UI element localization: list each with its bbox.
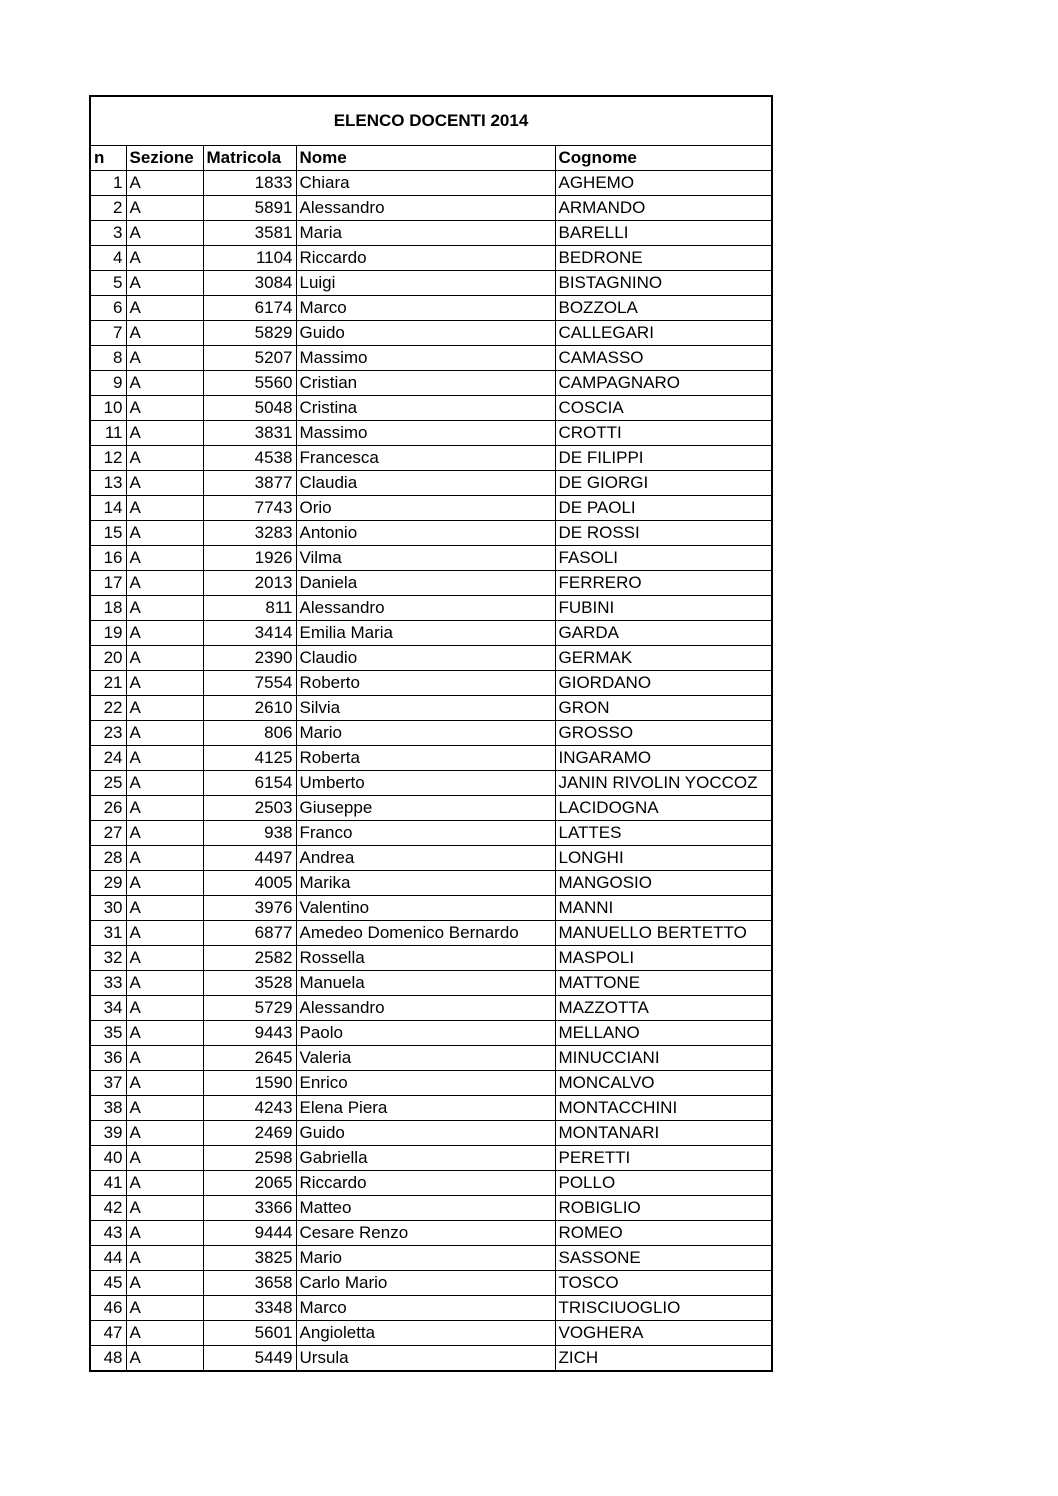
cell-sezione: A	[126, 221, 203, 246]
cell-nome: Marco	[296, 296, 555, 321]
table-row	[90, 846, 772, 871]
cell-n: 13	[90, 471, 126, 496]
cell-sezione: A	[126, 1221, 203, 1246]
cell-cognome: DE ROSSI	[555, 521, 772, 546]
cell-sezione: A	[126, 996, 203, 1021]
cell-matricola: 5729	[203, 996, 296, 1021]
cell-cognome: MANGOSIO	[555, 871, 772, 896]
column-header-n: n	[90, 146, 126, 171]
cell-cognome: POLLO	[555, 1171, 772, 1196]
cell-sezione: A	[126, 796, 203, 821]
cell-n: 45	[90, 1271, 126, 1296]
cell-cognome: GROSSO	[555, 721, 772, 746]
cell-nome: Massimo	[296, 346, 555, 371]
cell-cognome: FUBINI	[555, 596, 772, 621]
cell-cognome: COSCIA	[555, 396, 772, 421]
cell-cognome: DE GIORGI	[555, 471, 772, 496]
table-row	[90, 1271, 772, 1296]
cell-n: 7	[90, 321, 126, 346]
table-row	[90, 1246, 772, 1271]
table-row	[90, 421, 772, 446]
cell-cognome: MELLANO	[555, 1021, 772, 1046]
cell-sezione: A	[126, 846, 203, 871]
table-row	[90, 746, 772, 771]
cell-n: 19	[90, 621, 126, 646]
cell-nome: Marika	[296, 871, 555, 896]
cell-sezione: A	[126, 1271, 203, 1296]
cell-n: 31	[90, 921, 126, 946]
table-row	[90, 1196, 772, 1221]
cell-matricola: 4005	[203, 871, 296, 896]
cell-nome: Mario	[296, 721, 555, 746]
cell-nome: Maria	[296, 221, 555, 246]
cell-cognome: BARELLI	[555, 221, 772, 246]
cell-nome: Manuela	[296, 971, 555, 996]
cell-sezione: A	[126, 1296, 203, 1321]
cell-nome: Roberta	[296, 746, 555, 771]
cell-matricola: 2582	[203, 946, 296, 971]
cell-cognome: MINUCCIANI	[555, 1046, 772, 1071]
cell-cognome: BOZZOLA	[555, 296, 772, 321]
cell-matricola: 1590	[203, 1071, 296, 1096]
cell-cognome: MANUELLO BERTETTO	[555, 921, 772, 946]
table-row	[90, 546, 772, 571]
cell-matricola: 2645	[203, 1046, 296, 1071]
cell-sezione: A	[126, 896, 203, 921]
cell-sezione: A	[126, 371, 203, 396]
cell-matricola: 2013	[203, 571, 296, 596]
cell-n: 20	[90, 646, 126, 671]
cell-n: 9	[90, 371, 126, 396]
cell-cognome: BISTAGNINO	[555, 271, 772, 296]
cell-matricola: 5601	[203, 1321, 296, 1346]
cell-sezione: A	[126, 296, 203, 321]
cell-sezione: A	[126, 471, 203, 496]
cell-cognome: GRON	[555, 696, 772, 721]
table-row	[90, 871, 772, 896]
cell-matricola: 5560	[203, 371, 296, 396]
cell-nome: Francesca	[296, 446, 555, 471]
cell-cognome: MANNI	[555, 896, 772, 921]
cell-nome: Valeria	[296, 1046, 555, 1071]
cell-sezione: A	[126, 1246, 203, 1271]
cell-nome: Franco	[296, 821, 555, 846]
cell-cognome: GIORDANO	[555, 671, 772, 696]
cell-n: 38	[90, 1096, 126, 1121]
cell-nome: Riccardo	[296, 246, 555, 271]
cell-n: 30	[90, 896, 126, 921]
cell-nome: Claudio	[296, 646, 555, 671]
cell-nome: Roberto	[296, 671, 555, 696]
cell-sezione: A	[126, 396, 203, 421]
cell-n: 24	[90, 746, 126, 771]
cell-n: 3	[90, 221, 126, 246]
cell-sezione: A	[126, 971, 203, 996]
cell-cognome: AGHEMO	[555, 171, 772, 196]
table-title: ELENCO DOCENTI 2014	[90, 96, 772, 146]
column-header-sezione: Sezione	[126, 146, 203, 171]
cell-cognome: FASOLI	[555, 546, 772, 571]
table-row	[90, 696, 772, 721]
cell-matricola: 5829	[203, 321, 296, 346]
table-row	[90, 196, 772, 221]
cell-n: 29	[90, 871, 126, 896]
cell-cognome: CALLEGARI	[555, 321, 772, 346]
cell-sezione: A	[126, 1071, 203, 1096]
table-row	[90, 1146, 772, 1171]
cell-matricola: 1104	[203, 246, 296, 271]
cell-matricola: 5891	[203, 196, 296, 221]
table-row	[90, 1021, 772, 1046]
cell-matricola: 5048	[203, 396, 296, 421]
table-row	[90, 446, 772, 471]
cell-sezione: A	[126, 271, 203, 296]
table-row	[90, 371, 772, 396]
table-row	[90, 171, 772, 196]
cell-matricola: 9443	[203, 1021, 296, 1046]
cell-cognome: TOSCO	[555, 1271, 772, 1296]
cell-n: 23	[90, 721, 126, 746]
cell-sezione: A	[126, 1121, 203, 1146]
cell-sezione: A	[126, 871, 203, 896]
cell-nome: Vilma	[296, 546, 555, 571]
cell-sezione: A	[126, 246, 203, 271]
cell-nome: Andrea	[296, 846, 555, 871]
cell-nome: Angioletta	[296, 1321, 555, 1346]
cell-sezione: A	[126, 696, 203, 721]
cell-cognome: CROTTI	[555, 421, 772, 446]
cell-n: 14	[90, 496, 126, 521]
cell-sezione: A	[126, 921, 203, 946]
cell-n: 25	[90, 771, 126, 796]
cell-n: 33	[90, 971, 126, 996]
cell-sezione: A	[126, 771, 203, 796]
cell-matricola: 3831	[203, 421, 296, 446]
table-row	[90, 1046, 772, 1071]
cell-nome: Luigi	[296, 271, 555, 296]
cell-n: 37	[90, 1071, 126, 1096]
cell-matricola: 4243	[203, 1096, 296, 1121]
cell-n: 22	[90, 696, 126, 721]
table-row	[90, 671, 772, 696]
cell-n: 2	[90, 196, 126, 221]
cell-cognome: MATTONE	[555, 971, 772, 996]
cell-n: 27	[90, 821, 126, 846]
cell-matricola: 3348	[203, 1296, 296, 1321]
table-row	[90, 1071, 772, 1096]
cell-n: 41	[90, 1171, 126, 1196]
cell-sezione: A	[126, 546, 203, 571]
cell-matricola: 6154	[203, 771, 296, 796]
cell-sezione: A	[126, 596, 203, 621]
table-row	[90, 271, 772, 296]
cell-n: 32	[90, 946, 126, 971]
cell-nome: Chiara	[296, 171, 555, 196]
cell-cognome: ROBIGLIO	[555, 1196, 772, 1221]
table-row	[90, 821, 772, 846]
table-body	[90, 171, 772, 1372]
cell-cognome: ARMANDO	[555, 196, 772, 221]
column-header-nome: Nome	[296, 146, 555, 171]
cell-nome: Carlo Mario	[296, 1271, 555, 1296]
cell-matricola: 3414	[203, 621, 296, 646]
cell-nome: Cristian	[296, 371, 555, 396]
cell-n: 5	[90, 271, 126, 296]
cell-sezione: A	[126, 171, 203, 196]
table-row	[90, 246, 772, 271]
cell-matricola: 1926	[203, 546, 296, 571]
cell-matricola: 806	[203, 721, 296, 746]
cell-nome: Orio	[296, 496, 555, 521]
table-row	[90, 321, 772, 346]
cell-nome: Claudia	[296, 471, 555, 496]
cell-matricola: 4538	[203, 446, 296, 471]
cell-cognome: INGARAMO	[555, 746, 772, 771]
cell-sezione: A	[126, 746, 203, 771]
cell-nome: Silvia	[296, 696, 555, 721]
cell-matricola: 3658	[203, 1271, 296, 1296]
cell-matricola: 3877	[203, 471, 296, 496]
cell-cognome: FERRERO	[555, 571, 772, 596]
table-row	[90, 471, 772, 496]
cell-sezione: A	[126, 1171, 203, 1196]
cell-sezione: A	[126, 446, 203, 471]
cell-cognome: LONGHI	[555, 846, 772, 871]
table-row	[90, 946, 772, 971]
cell-cognome: CAMPAGNARO	[555, 371, 772, 396]
table-row	[90, 571, 772, 596]
table-row	[90, 921, 772, 946]
table-row	[90, 721, 772, 746]
cell-n: 36	[90, 1046, 126, 1071]
cell-sezione: A	[126, 421, 203, 446]
table-row	[90, 996, 772, 1021]
cell-n: 48	[90, 1346, 126, 1372]
cell-sezione: A	[126, 1046, 203, 1071]
cell-sezione: A	[126, 1346, 203, 1372]
table-row	[90, 496, 772, 521]
table-row	[90, 221, 772, 246]
cell-matricola: 3976	[203, 896, 296, 921]
cell-matricola: 1833	[203, 171, 296, 196]
cell-cognome: MONCALVO	[555, 1071, 772, 1096]
cell-nome: Elena Piera	[296, 1096, 555, 1121]
cell-matricola: 811	[203, 596, 296, 621]
cell-cognome: MONTANARI	[555, 1121, 772, 1146]
cell-nome: Riccardo	[296, 1171, 555, 1196]
table-row	[90, 346, 772, 371]
cell-matricola: 2503	[203, 796, 296, 821]
cell-nome: Enrico	[296, 1071, 555, 1096]
cell-n: 17	[90, 571, 126, 596]
cell-cognome: DE FILIPPI	[555, 446, 772, 471]
cell-sezione: A	[126, 321, 203, 346]
cell-matricola: 3581	[203, 221, 296, 246]
table-row	[90, 296, 772, 321]
cell-n: 39	[90, 1121, 126, 1146]
cell-matricola: 3366	[203, 1196, 296, 1221]
cell-n: 21	[90, 671, 126, 696]
cell-cognome: BEDRONE	[555, 246, 772, 271]
cell-matricola: 2598	[203, 1146, 296, 1171]
cell-sezione: A	[126, 196, 203, 221]
cell-nome: Matteo	[296, 1196, 555, 1221]
cell-nome: Alessandro	[296, 596, 555, 621]
table-row	[90, 1346, 772, 1372]
cell-nome: Rossella	[296, 946, 555, 971]
cell-n: 46	[90, 1296, 126, 1321]
cell-nome: Mario	[296, 1246, 555, 1271]
table-row	[90, 1096, 772, 1121]
cell-sezione: A	[126, 671, 203, 696]
cell-matricola: 5207	[203, 346, 296, 371]
cell-matricola: 3283	[203, 521, 296, 546]
cell-sezione: A	[126, 496, 203, 521]
cell-matricola: 2390	[203, 646, 296, 671]
cell-nome: Cristina	[296, 396, 555, 421]
cell-n: 10	[90, 396, 126, 421]
cell-nome: Guido	[296, 1121, 555, 1146]
table-row	[90, 1321, 772, 1346]
cell-sezione: A	[126, 721, 203, 746]
cell-cognome: TRISCIUOGLIO	[555, 1296, 772, 1321]
cell-cognome: ROMEO	[555, 1221, 772, 1246]
cell-nome: Umberto	[296, 771, 555, 796]
cell-sezione: A	[126, 621, 203, 646]
cell-sezione: A	[126, 571, 203, 596]
cell-sezione: A	[126, 521, 203, 546]
cell-nome: Paolo	[296, 1021, 555, 1046]
cell-cognome: ZICH	[555, 1346, 772, 1372]
cell-cognome: SASSONE	[555, 1246, 772, 1271]
cell-nome: Guido	[296, 321, 555, 346]
cell-cognome: MASPOLI	[555, 946, 772, 971]
cell-sezione: A	[126, 1096, 203, 1121]
cell-matricola: 3825	[203, 1246, 296, 1271]
cell-n: 35	[90, 1021, 126, 1046]
cell-matricola: 5449	[203, 1346, 296, 1372]
table-row	[90, 896, 772, 921]
cell-cognome: LATTES	[555, 821, 772, 846]
cell-matricola: 7743	[203, 496, 296, 521]
cell-cognome: VOGHERA	[555, 1321, 772, 1346]
cell-nome: Marco	[296, 1296, 555, 1321]
cell-sezione: A	[126, 1021, 203, 1046]
cell-sezione: A	[126, 1321, 203, 1346]
cell-matricola: 6877	[203, 921, 296, 946]
cell-nome: Cesare Renzo	[296, 1221, 555, 1246]
table-row	[90, 1221, 772, 1246]
cell-sezione: A	[126, 821, 203, 846]
cell-sezione: A	[126, 346, 203, 371]
column-header-matricola: Matricola	[203, 146, 296, 171]
table-row	[90, 396, 772, 421]
cell-n: 28	[90, 846, 126, 871]
cell-matricola: 6174	[203, 296, 296, 321]
table-row	[90, 596, 772, 621]
cell-nome: Ursula	[296, 1346, 555, 1372]
table-row	[90, 1171, 772, 1196]
table-row	[90, 621, 772, 646]
cell-n: 12	[90, 446, 126, 471]
cell-matricola: 2065	[203, 1171, 296, 1196]
cell-cognome: MONTACCHINI	[555, 1096, 772, 1121]
table-row	[90, 971, 772, 996]
header-row	[90, 146, 772, 171]
column-header-cognome: Cognome	[555, 146, 772, 171]
cell-nome: Antonio	[296, 521, 555, 546]
cell-n: 16	[90, 546, 126, 571]
cell-matricola: 3528	[203, 971, 296, 996]
cell-cognome: GARDA	[555, 621, 772, 646]
cell-cognome: DE PAOLI	[555, 496, 772, 521]
cell-n: 40	[90, 1146, 126, 1171]
cell-matricola: 4125	[203, 746, 296, 771]
cell-n: 47	[90, 1321, 126, 1346]
docenti-table	[89, 95, 773, 1372]
table-row	[90, 796, 772, 821]
cell-nome: Valentino	[296, 896, 555, 921]
cell-cognome: JANIN RIVOLIN YOCCOZ	[555, 771, 772, 796]
cell-nome: Amedeo Domenico Bernardo	[296, 921, 555, 946]
cell-cognome: LACIDOGNA	[555, 796, 772, 821]
cell-nome: Daniela	[296, 571, 555, 596]
cell-n: 43	[90, 1221, 126, 1246]
cell-n: 11	[90, 421, 126, 446]
cell-n: 15	[90, 521, 126, 546]
cell-matricola: 2610	[203, 696, 296, 721]
cell-cognome: PERETTI	[555, 1146, 772, 1171]
cell-cognome: MAZZOTTA	[555, 996, 772, 1021]
cell-n: 8	[90, 346, 126, 371]
cell-cognome: CAMASSO	[555, 346, 772, 371]
table-row	[90, 646, 772, 671]
table-row	[90, 521, 772, 546]
cell-nome: Emilia Maria	[296, 621, 555, 646]
cell-matricola: 7554	[203, 671, 296, 696]
cell-nome: Giuseppe	[296, 796, 555, 821]
cell-cognome: GERMAK	[555, 646, 772, 671]
table-row	[90, 1296, 772, 1321]
cell-sezione: A	[126, 646, 203, 671]
cell-matricola: 938	[203, 821, 296, 846]
cell-matricola: 2469	[203, 1121, 296, 1146]
cell-matricola: 4497	[203, 846, 296, 871]
cell-n: 4	[90, 246, 126, 271]
cell-nome: Alessandro	[296, 196, 555, 221]
cell-n: 1	[90, 171, 126, 196]
cell-nome: Alessandro	[296, 996, 555, 1021]
cell-sezione: A	[126, 946, 203, 971]
cell-sezione: A	[126, 1196, 203, 1221]
table-row	[90, 1121, 772, 1146]
cell-matricola: 9444	[203, 1221, 296, 1246]
cell-n: 18	[90, 596, 126, 621]
cell-nome: Gabriella	[296, 1146, 555, 1171]
cell-n: 26	[90, 796, 126, 821]
cell-n: 42	[90, 1196, 126, 1221]
cell-nome: Massimo	[296, 421, 555, 446]
cell-n: 44	[90, 1246, 126, 1271]
cell-matricola: 3084	[203, 271, 296, 296]
cell-sezione: A	[126, 1146, 203, 1171]
table-row	[90, 771, 772, 796]
cell-n: 6	[90, 296, 126, 321]
cell-n: 34	[90, 996, 126, 1021]
